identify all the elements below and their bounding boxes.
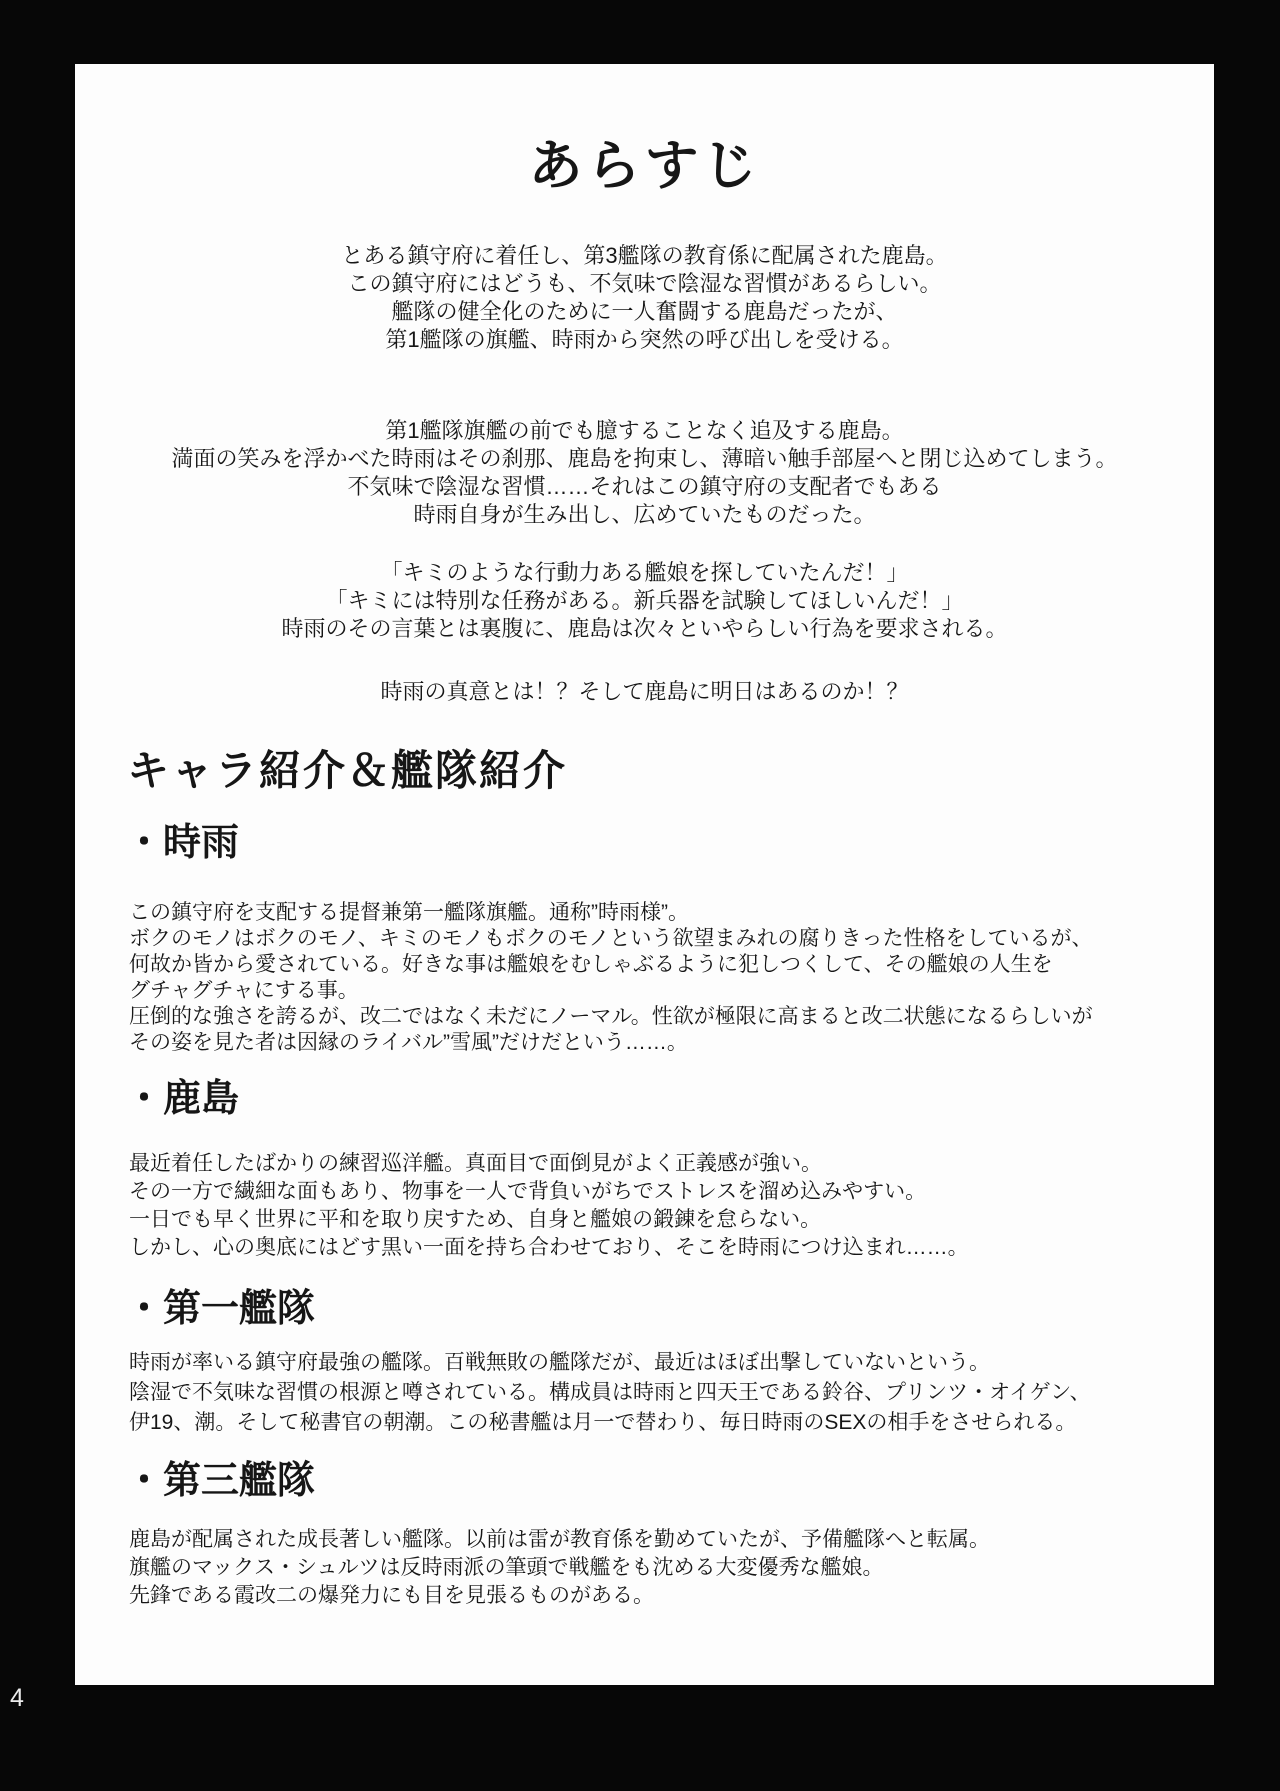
character-description-kashima (129, 1150, 1184, 1262)
synopsis-line: 「キミのような行動力ある艦娘を探していたんだ！」 (380, 560, 909, 585)
description-line: ボクのモノはボクのモノ、キミのモノもボクのモノという欲望まみれの腐りきった性格をしているが、 (129, 927, 1093, 950)
fleet-title-third-fleet: ・第三艦隊 (125, 1460, 316, 1502)
fleet-title-first-fleet: ・第一艦隊 (125, 1288, 316, 1330)
synopsis-line: とある鎮守府に着任し、第3艦隊の教育係に配属された鹿島。 (341, 243, 948, 268)
character-description-shigure (129, 900, 1184, 1056)
document-page (75, 64, 1214, 1685)
description-line: 圧倒的な強さを誇るが、改二ではなく未だにノーマル。性欲が極限に高まると改二状態になるらしいが (129, 1005, 1093, 1028)
description-line: 旗艦のマックス・シュルツは反時雨派の筆頭で戦艦をも沈める大変優秀な艦娘。 (129, 1556, 884, 1579)
synopsis-paragraph-2 (75, 417, 1214, 529)
page-title: あらすじ (528, 136, 761, 196)
synopsis-line: 時雨のその言葉とは裏腹に、鹿島は次々といやらしい行為を要求される。 (281, 616, 1008, 641)
description-line: 鹿島が配属された成長著しい艦隊。以前は雷が教育係を勤めていたが、予備艦隊へと転属。 (129, 1528, 990, 1551)
description-line: 伊19、潮。そして秘書官の朝潮。この秘書艦は月一で替わり、毎日時雨のSEXの相手をさせられる。 (129, 1411, 1077, 1434)
description-line: 最近着任したばかりの練習巡洋艦。真面目で面倒見がよく正義感が強い。 (129, 1152, 822, 1175)
description-line: この鎮守府を支配する提督兼第一艦隊旗艦。通称”時雨様”。 (129, 901, 689, 924)
synopsis-paragraph-3 (75, 559, 1214, 643)
description-line: 先鋒である霞改二の爆発力にも目を見張るものがある。 (129, 1584, 654, 1607)
description-line: その姿を見た者は因縁のライバル”雪風”だけだという……。 (129, 1031, 688, 1054)
synopsis-line: この鎮守府にはどうも、不気味で陰湿な習慣があるらしい。 (347, 271, 942, 296)
synopsis-line: 時雨自身が生み出し、広めていたものだった。 (413, 502, 876, 527)
synopsis-line: 満面の笑みを浮かべた時雨はその刹那、鹿島を拘束し、薄暗い触手部屋へと閉じ込めてしまう。 (171, 446, 1118, 471)
synopsis-paragraph-1 (75, 242, 1214, 354)
fleet-description-third-fleet (129, 1526, 1184, 1610)
synopsis-line: 艦隊の健全化のために一人奮闘する鹿島だったが、 (391, 299, 898, 324)
description-line: しかし、心の奥底にはどす黒い一面を持ち合わせており、そこを時雨につけ込まれ……。 (129, 1236, 969, 1259)
description-line: 何故か皆から愛されている。好きな事は艦娘をむしゃぶるように犯しつくして、その艦娘の人生を (129, 953, 1053, 976)
synopsis-line: 「キミには特別な任務がある。新兵器を試験してほしいんだ！」 (325, 588, 964, 613)
description-line: 陰湿で不気味な習慣の根源と噂されている。構成員は時雨と四天王である鈴谷、プリンツ・オイゲン、 (129, 1381, 1091, 1404)
synopsis-line: 不気味で陰湿な習慣……それはこの鎮守府の支配者でもある (347, 474, 942, 499)
synopsis-line: 第1艦隊の旗艦、時雨から突然の呼び出しを受ける。 (385, 327, 904, 352)
character-title-kashima: ・鹿島 (125, 1078, 240, 1120)
synopsis-tagline: 時雨の真意とは！？そして鹿島に明日はあるのか！？ (380, 679, 909, 704)
description-line: その一方で繊細な面もあり、物事を一人で背負いがちでストレスを溜め込みやすい。 (129, 1180, 927, 1203)
description-line: グチャグチャにする事。 (129, 979, 359, 1002)
fleet-description-first-fleet (129, 1348, 1184, 1438)
character-title-shigure: ・時雨 (125, 822, 240, 864)
description-line: 時雨が率いる鎮守府最強の艦隊。百戦無敗の艦隊だが、最近はほぼ出撃していないという。 (129, 1351, 990, 1374)
synopsis-line: 第1艦隊旗艦の前でも臆することなく追及する鹿島。 (385, 418, 904, 443)
section-heading-intro: キャラ紹介＆艦隊紹介 (127, 747, 568, 794)
description-line: 一日でも早く世界に平和を取り戻すため、自身と艦娘の鍛錬を怠らない。 (129, 1208, 822, 1231)
page-number: 4 (10, 1684, 24, 1712)
